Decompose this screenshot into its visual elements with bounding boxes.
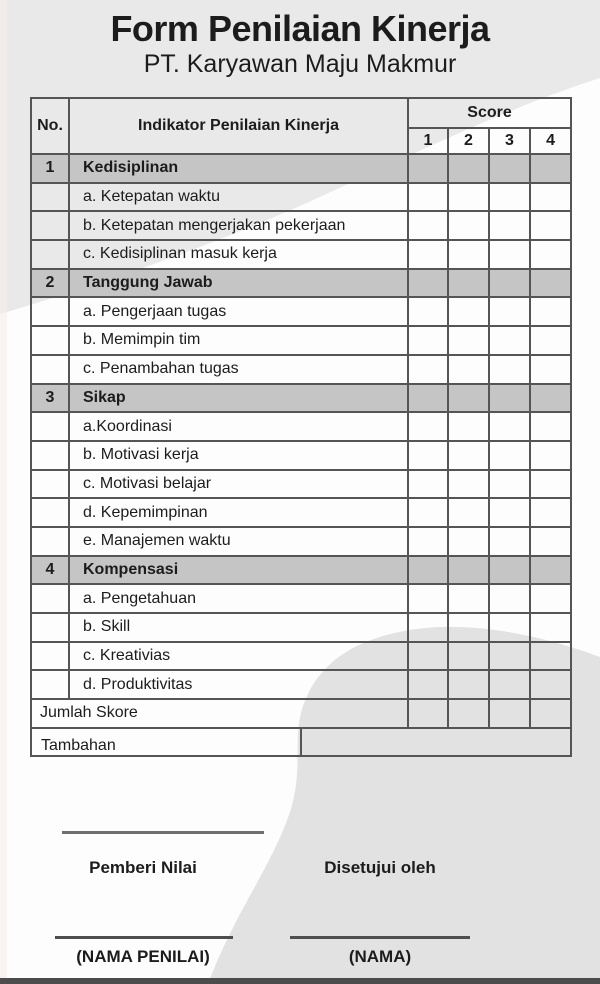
score-cell[interactable] [408,441,448,470]
score-cell[interactable] [408,642,448,671]
score-cell[interactable] [448,613,489,642]
indicator-label: a.Koordinasi [69,412,408,441]
score-cell[interactable] [448,154,489,183]
score-cell[interactable] [448,412,489,441]
indicator-label: Tanggung Jawab [69,269,408,298]
score-cell[interactable] [489,297,530,326]
notes-fill-area[interactable] [302,729,570,756]
score-cell[interactable] [448,470,489,499]
score-cell[interactable] [489,441,530,470]
score-cell[interactable] [530,527,571,556]
row-number: 4 [31,556,69,585]
indicator-label: a. Pengetahuan [69,584,408,613]
score-cell[interactable] [448,269,489,298]
score-cell[interactable] [408,584,448,613]
score-cell[interactable] [530,154,571,183]
total-score-label: Jumlah Skore [31,699,408,728]
score-cell[interactable] [448,326,489,355]
score-cell[interactable] [489,384,530,413]
score-cell[interactable] [448,642,489,671]
indicator-label: Kompensasi [69,556,408,585]
item-row [31,498,571,527]
indicator-label: a. Ketepatan waktu [69,183,408,212]
score-cell[interactable] [408,326,448,355]
row-number [31,470,69,499]
score-cell[interactable] [489,183,530,212]
total-score-row [31,699,571,728]
indicator-label: c. Penambahan tugas [69,355,408,384]
approver-signature-line [290,936,470,939]
score-cell[interactable] [489,498,530,527]
score-cell[interactable] [489,211,530,240]
score-cell[interactable] [448,584,489,613]
indicator-label: c. Kreativias [69,642,408,671]
indicator-label: c. Motivasi belajar [69,470,408,499]
column-header-score: Score [408,98,571,128]
score-cell[interactable] [489,527,530,556]
indicator-label: Sikap [69,384,408,413]
row-number [31,355,69,384]
approver-name-placeholder: (NAMA) [348,947,412,966]
score-cell[interactable] [530,584,571,613]
form-title: Form Penilaian Kinerja [110,8,490,49]
score-cell[interactable] [530,269,571,298]
score-cell[interactable] [489,584,530,613]
row-number [31,211,69,240]
score-cell[interactable] [530,355,571,384]
score-cell[interactable] [448,355,489,384]
score-cell[interactable] [489,412,530,441]
section-row [31,556,571,585]
score-cell[interactable] [408,699,448,728]
indicator-label: b. Ketepatan mengerjakan pekerjaan [69,211,408,240]
score-cell[interactable] [489,470,530,499]
indicator-label: e. Manajemen waktu [69,527,408,556]
item-row [31,355,571,384]
score-cell[interactable] [530,326,571,355]
score-cell[interactable] [408,527,448,556]
section-row [31,269,571,298]
score-level-header: 3 [489,128,530,154]
row-number [31,670,69,699]
score-cell[interactable] [530,183,571,212]
score-cell[interactable] [530,613,571,642]
score-cell[interactable] [448,384,489,413]
row-number [31,527,69,556]
column-header-indicator: Indikator Penilaian Kinerja [69,98,408,154]
score-cell[interactable] [408,240,448,269]
score-cell[interactable] [489,670,530,699]
page-bottom-edge [0,978,600,984]
score-cell[interactable] [408,183,448,212]
score-cell[interactable] [530,670,571,699]
row-number: 1 [31,154,69,183]
assessment-table [30,97,572,757]
score-cell[interactable] [530,441,571,470]
page-left-edge [0,0,7,984]
score-level-header: 2 [448,128,489,154]
score-cell[interactable] [448,670,489,699]
score-cell[interactable] [489,269,530,298]
item-row [31,527,571,556]
indicator-label: b. Skill [69,613,408,642]
item-row [31,584,571,613]
section-row [31,384,571,413]
score-cell[interactable] [489,240,530,269]
item-row [31,642,571,671]
row-number [31,326,69,355]
score-cell[interactable] [530,556,571,585]
item-row [31,211,571,240]
item-row [31,670,571,699]
score-cell[interactable] [408,154,448,183]
item-row [31,326,571,355]
assessor-signature-line [55,936,233,939]
score-cell[interactable] [530,498,571,527]
score-cell[interactable] [530,412,571,441]
score-cell[interactable] [448,297,489,326]
row-number [31,297,69,326]
column-header-no: No. [31,98,69,154]
row-number [31,498,69,527]
score-cell[interactable] [408,211,448,240]
indicator-label: Kedisiplinan [69,154,408,183]
row-number [31,584,69,613]
score-cell[interactable] [408,670,448,699]
assessor-role-label: Pemberi Nilai [89,858,197,877]
score-cell[interactable] [448,183,489,212]
row-number [31,240,69,269]
indicator-label: a. Pengerjaan tugas [69,297,408,326]
score-cell[interactable] [448,527,489,556]
item-row [31,240,571,269]
score-cell[interactable] [530,642,571,671]
item-row [31,613,571,642]
score-cell[interactable] [408,297,448,326]
row-number [31,613,69,642]
item-row [31,297,571,326]
indicator-label: c. Kedisiplinan masuk kerja [69,240,408,269]
score-cell[interactable] [408,384,448,413]
score-cell[interactable] [408,470,448,499]
score-cell[interactable] [448,699,489,728]
score-cell[interactable] [530,470,571,499]
score-cell[interactable] [408,613,448,642]
score-cell[interactable] [530,211,571,240]
score-level-header: 4 [530,128,571,154]
company-name: PT. Karyawan Maju Makmur [143,50,457,78]
score-cell[interactable] [489,154,530,183]
notes-cell [31,728,571,757]
score-cell[interactable] [530,240,571,269]
notes-underline [62,831,264,834]
score-cell[interactable] [448,498,489,527]
indicator-label: d. Kepemimpinan [69,498,408,527]
indicator-rows [31,154,571,699]
indicator-label: b. Memimpin tim [69,326,408,355]
row-number [31,441,69,470]
table-header [31,98,571,154]
item-row [31,441,571,470]
score-cell[interactable] [489,355,530,384]
score-cell[interactable] [408,498,448,527]
row-number [31,412,69,441]
row-number: 3 [31,384,69,413]
score-cell[interactable] [489,556,530,585]
row-number [31,642,69,671]
score-cell[interactable] [448,556,489,585]
row-number: 2 [31,269,69,298]
item-row [31,412,571,441]
score-cell[interactable] [489,699,530,728]
score-cell[interactable] [408,355,448,384]
approver-role-label: Disetujui oleh [324,858,436,877]
notes-row [31,728,571,757]
section-row [31,154,571,183]
indicator-label: d. Produktivitas [69,670,408,699]
score-cell[interactable] [489,613,530,642]
score-level-header: 1 [408,128,448,154]
score-cell[interactable] [448,211,489,240]
score-cell[interactable] [408,269,448,298]
score-cell[interactable] [530,297,571,326]
notes-label: Tambahan [41,736,116,754]
indicator-label: b. Motivasi kerja [69,441,408,470]
score-cell[interactable] [408,412,448,441]
item-row [31,183,571,212]
assessor-name-placeholder: (NAMA PENILAI) [76,947,210,966]
score-cell[interactable] [489,642,530,671]
row-number [31,183,69,212]
score-cell[interactable] [489,326,530,355]
item-row [31,470,571,499]
score-cell[interactable] [530,384,571,413]
score-cell[interactable] [448,441,489,470]
table-footer-rows [31,699,571,756]
score-cell[interactable] [530,699,571,728]
score-cell[interactable] [408,556,448,585]
score-cell[interactable] [448,240,489,269]
